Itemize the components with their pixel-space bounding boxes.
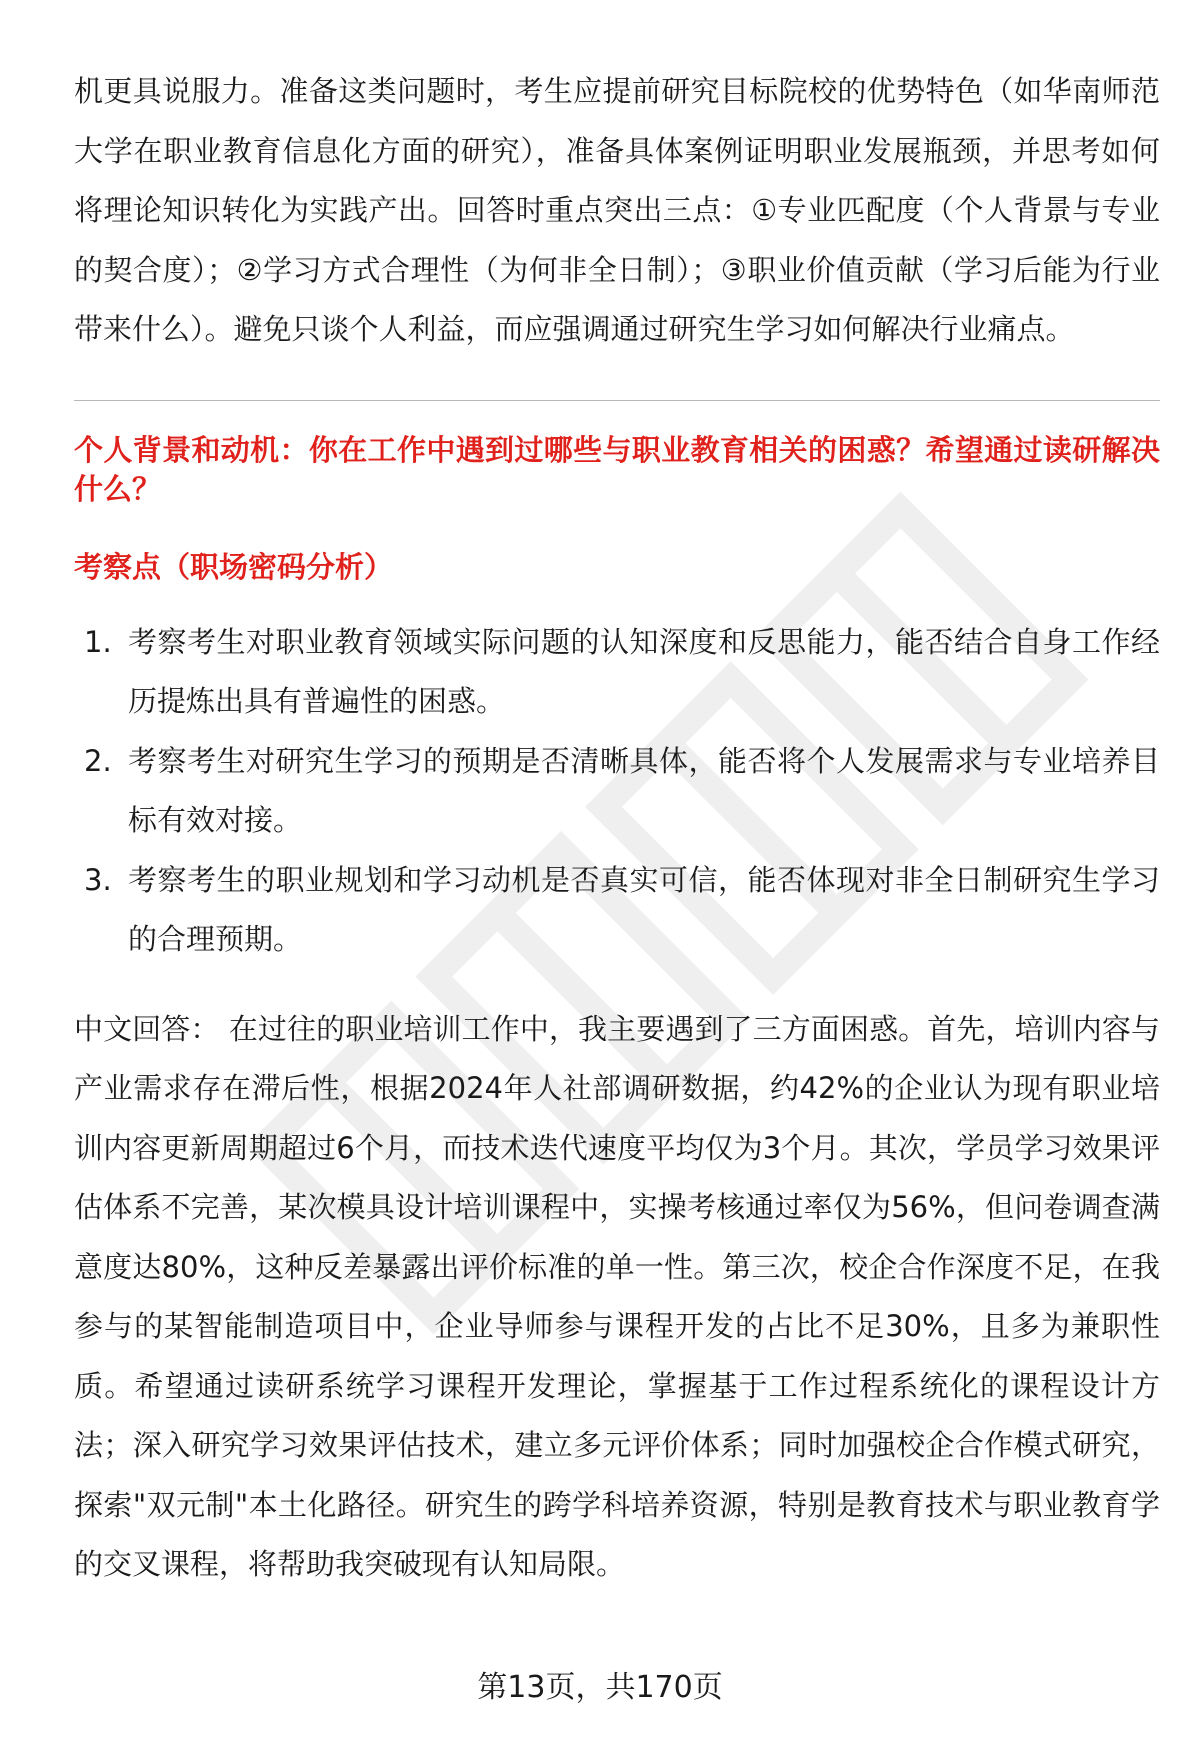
- main-content: [74, 62, 1160, 1595]
- question-heading: 个人背景和动机：你在工作中遇到过哪些与职业教育相关的困惑？希望通过读研解决什么？: [74, 432, 1160, 506]
- section-divider: [74, 400, 1160, 401]
- answer-paragraph: 中文回答： 在过往的职业培训工作中，我主要遇到了三方面困惑。首先，培训内容与产业需求存在滞后性，根据2024年人社部调研数据，约42%的企业认为现有职业培训内容更新周期超过6个月，而技术迭代速度平均仅为3个月。其次，学员学习效果评估体系不完善，某次模具设计培训课程中，实操考核通过率仅为56%，但问卷调查满意度达80%，这种反差暴露出评价标准的单一性。第三次，校企合作深度不足，在我参与的某智能制造项目中，企业导师参与课程开发的占比不足30%，且多为兼职性质。希望通过读研系统学习课程开发理论，掌握基于工作过程系统化的课程设计方法；深入研究学习效果评估技术，建立多元评价体系；同时加强校企合作模式研究，探索"双元制"本土化路径。研究生的跨学科培养资源，特别是教育技术与职业教育学的交叉课程，将帮助我突破现有认知局限。: [74, 1011, 1160, 1581]
- list-item-number: 1.: [84, 624, 112, 659]
- list-item: [74, 613, 1160, 732]
- page-number: 第13页，共170页: [477, 1670, 723, 1705]
- intro-paragraph: 机更具说服力。准备这类问题时，考生应提前研究目标院校的优势特色（如华南师范大学在职业教育信息化方面的研究），准备具体案例证明职业发展瓶颈，并思考如何将理论知识转化为实践产出。回答时重点突出三点：①专业匹配度（个人背景与专业的契合度）；②学习方式合理性（为何非全日制）；③职业价值贡献（学习后能为行业带来什么）。避免只谈个人利益，而应强调通过研究生学习如何解决行业痛点。: [74, 74, 1160, 346]
- exam-points-title: 考察点（职场密码分析）: [74, 549, 394, 584]
- list-item-number: 2.: [84, 743, 112, 778]
- list-item-number: 3.: [84, 862, 112, 897]
- list-item: [74, 732, 1160, 851]
- list-item-text: 考察考生对研究生学习的预期是否清晰具体，能否将个人发展需求与专业培养目标有效对接。: [128, 743, 1160, 837]
- exam-points-list: [74, 613, 1160, 970]
- list-item: [74, 851, 1160, 970]
- list-item-text: 考察考生的职业规划和学习动机是否真实可信，能否体现对非全日制研究生学习的合理预期。: [128, 862, 1160, 956]
- list-item-text: 考察考生对职业教育领域实际问题的认知深度和反思能力，能否结合自身工作经历提炼出具有普遍性的困惑。: [128, 624, 1160, 718]
